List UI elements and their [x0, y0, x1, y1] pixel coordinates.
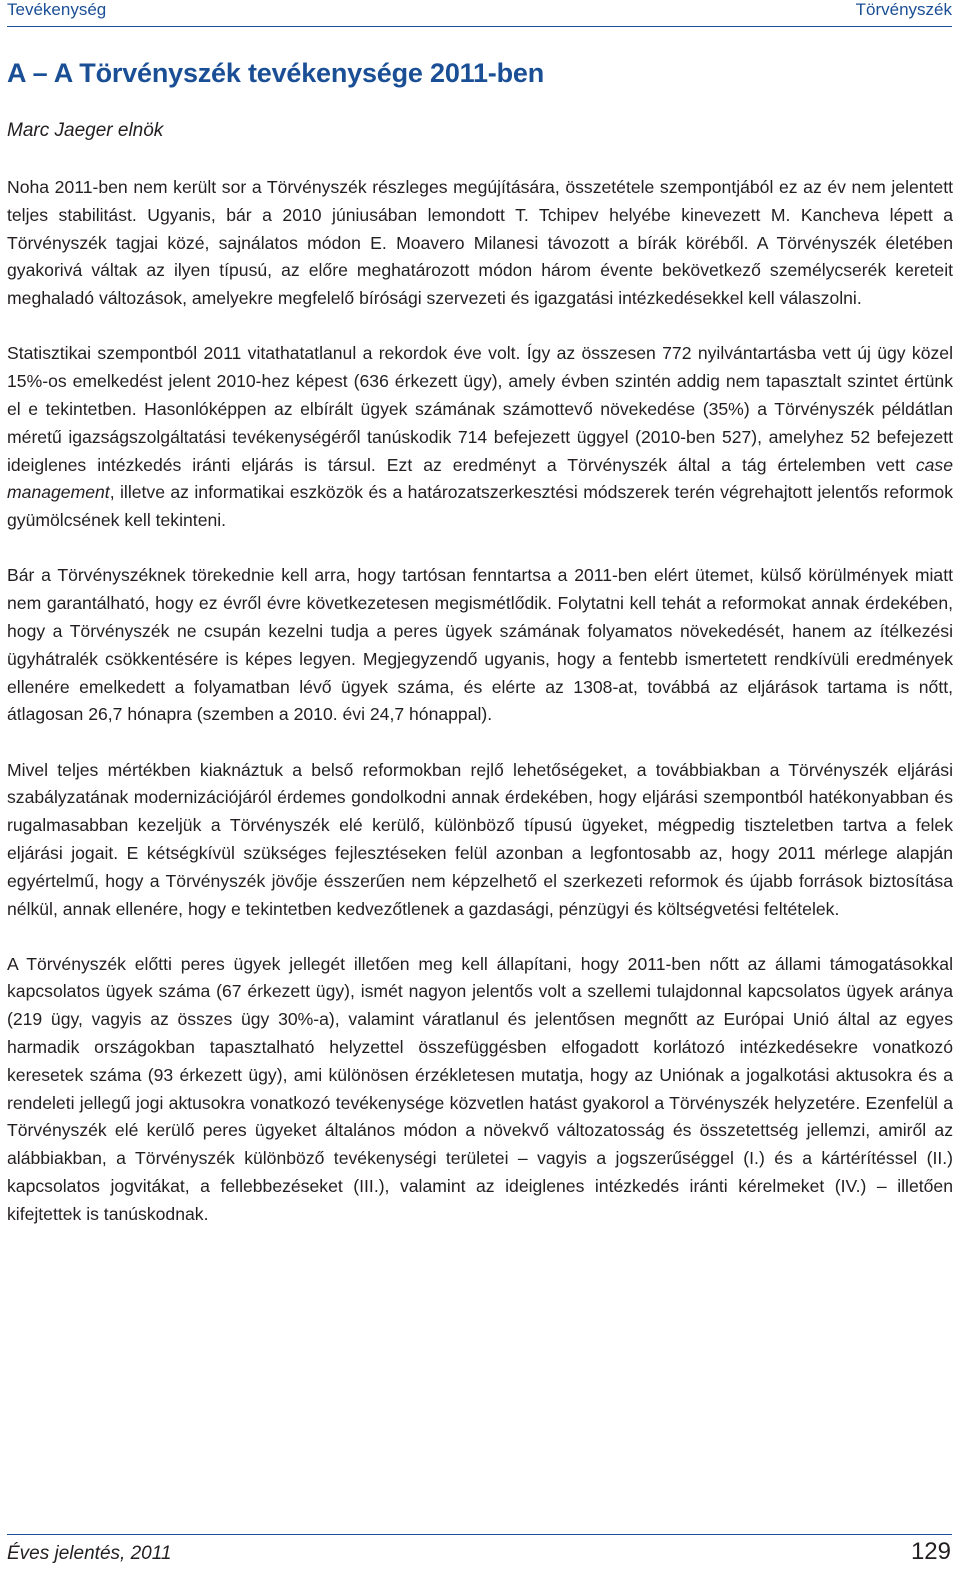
paragraph-text: A Törvényszék előtti peres ügyek jellegét illetően meg kell állapítani, hogy 2011-ben nőtt az állami támogatásokkal kapcsolatos ügyek száma (67 érkezett ügy), ismét nagyon jelentős volt a szellemi tulajdonnal kapcsolatos ügyek aránya (219 ügy, vagyis az összes ügy 30%-a), valamint váratlanul és jelentősen megnőtt az Európai Unió által az egyes harmadik országokban tapasztalható helyzettel összefüggésben elfogadott korlátozó intézkedésekre vonatkozó keresetek száma (93 érkezett ügy), ami különösen érzékletesen mutatja, hogy az Uniónak a jogalkotási aktusokra és a rendeleti jellegű jogi aktusokra vonatkozó tevékenysége közvetlen hatást gyakorol a Törvényszék helyzetére. Ezenfelül a Törvényszék elé kerülő peres ügyeket általános módon a növekvő változatosság és összetettség jellemzi, amiről az alábbiakban, a Törvényszék különböző tevékenységi területei – vagyis a jogszerűséggel (I.) és a kártérítéssel (II.) kapcsolatos jogvitákat, a fellebbezéseket (III.), valamint az ideiglenes intézkedés iránti kérelmeket (IV.) – illetően kifejtettek is tanúskodnak.	[7, 953, 953, 1224]
body-paragraph	[7, 951, 953, 1229]
header-section-label: Tevékenység	[7, 0, 107, 19]
paragraph-text: Statisztikai szempontból 2011 vitathatatlanul a rekordok éve volt. Így az összesen 772 nyilvántartásba vett új ügy közel 15%-os emelkedést jelent 2010-hez képest (636 érkezett ügy), amely évben szintén addig nem tapasztalt szintet értünk el e tekintetben. Hasonlóképpen az elbírált ügyek számának számottevő növekedése (35%) a Törvényszék példátlan méretű igazságszolgáltatási tevékenységéről tanúskodik 714 befejezett üggyel (2010-ben 527), amelyhez 52 befejezett ideiglenes intézkedés iránti eljárás is társul. Ezt az eredményt a Törvényszék által a tág értelemben vett	[7, 343, 953, 475]
paragraph-text: Mivel teljes mértékben kiaknáztuk a belső reformokban rejlő lehetőségeket, a továbbiakban a Törvényszék eljárási szabályzatának modernizációjáról érdemes gondolkodni annak érdekében, hogy eljárási szempontból hatékonyabban és rugalmasabban kezeljük a Törvényszék elé kerülő, különböző típusú ügyeket, mégpedig tiszteletben tartva a felek eljárási jogait. E kétségkívül szükséges fejlesztéseken felül azonban a legfontosabb az, hogy 2011 mérlege alapján egyértelmű, hogy a Törvényszék jövője ésszerűen nem képzelhető el szerkezeti reformok és újabb források biztosítása nélkül, annak ellenére, hogy e tekintetben kedvezőtlenek a gazdasági, pénzügyi és költségvetési feltételek.	[7, 759, 953, 919]
footer-divider	[7, 1534, 952, 1535]
page-title: A – A Törvényszék tevékenysége 2011-ben	[7, 58, 544, 88]
running-header	[7, 0, 952, 26]
emphasis-text: case management	[7, 454, 953, 503]
author-line: Marc Jaeger elnök	[7, 120, 164, 141]
paragraph-text: Noha 2011-ben nem került sor a Törvényszék részleges megújítására, összetétele szempontjából ez az év nem jelentett teljes stabilitást. Ugyanis, bár a 2010 júniusában lemondott T. Tchipev helyébe kinevezett M. Kancheva lépett a Törvényszék tagjai közé, sajnálatos módon E. Moavero Milanesi távozott a bírák köréből. A Törvényszék életében gyakorivá váltak az ilyen típusú, az előre meghatározott módon három évente bekövetkező személycserék kereteit meghaladó változások, amelyekre megfelelő bírósági szervezeti és igazgatási intézkedésekkel kell válaszolni.	[7, 177, 953, 309]
body-paragraph	[7, 562, 953, 729]
paragraph-text: , illetve az informatikai eszközök és a határozatszerkesztési módszerek terén végrehajtott jelentős reformok gyümölcsének kell tekinteni.	[7, 482, 953, 531]
body-paragraph	[7, 174, 953, 313]
body-text	[7, 174, 953, 1229]
body-paragraph	[7, 340, 953, 535]
footer-publication: Éves jelentés, 2011	[7, 1543, 172, 1564]
header-institution-label: Törvényszék	[855, 0, 952, 19]
page-number: 129	[910, 1538, 951, 1565]
body-paragraph	[7, 757, 953, 924]
paragraph-text: Bár a Törvényszéknek törekednie kell arra, hogy tartósan fenntartsa a 2011-ben elért ütemet, külső körülmények miatt nem garantálható, hogy ez évről évre következetesen megismétlődik. Folytatni kell tehát a reformokat annak érdekében, hogy a Törvényszék ne csupán kezelni tudja a peres ügyek számának folyamatos növekedését, hanem az ítélkezési ügyhátralék csökkentésére is képes legyen. Megjegyzendő ugyanis, hogy a fentebb ismertetett rendkívüli eredmények ellenére emelkedett a folyamatban lévő ügyek száma, és elérte az 1308-at, továbbá az eljárások tartama is nőtt, átlagosan 26,7 hónapra (szemben a 2010. évi 24,7 hónappal).	[7, 565, 953, 725]
header-divider	[7, 26, 952, 27]
